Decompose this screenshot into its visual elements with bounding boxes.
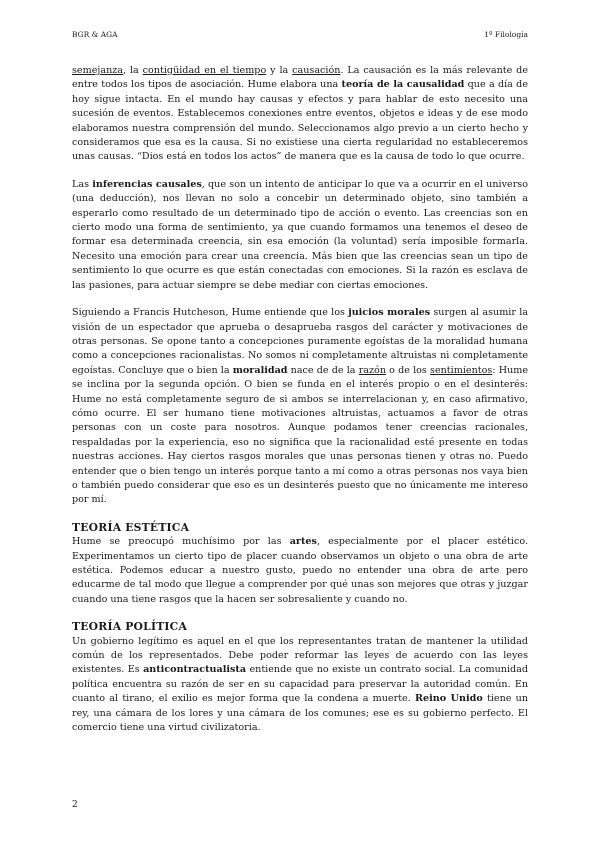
paragraph-causality: semejanza, la contigüidad en el tiempo y la causación. La causación es la más relevante de entre todos los tipos de asociación. Hume elabora una teoría de la causalidad que a día de hoy sigue intacta. En el mundo hay causas y efectos y para hablar de esto necesito una sucesión de eventos. Establecemos conexiones entre eventos, objetos e ideas y de ese modo elaboramos nuestra comprensión del mundo. Seleccionamos algo previo a un cierto hecho y consideramos que esa es la causa. Si no existiese una cierta regularidad no estableceremos unas causas. “Dios está en todos los actos” de manera que es la causa de todo lo que ocurre. <box>72 65 529 163</box>
paragraph-aesthetic: Hume se preocupó muchísimo por las artes, especialmente por el placer estético. Experimentamos un cierto tipo de placer cuando observamos un objeto o una obra de arte estética. Podemos educar a nuestro gusto, puedo no entender una obra de arte pero educarme de tal modo que llegue a comprender por qué unas son mejores que otras y juzgar cuando una tiene rasgos que la hacen ser sobresaliente y cuando no. <box>72 536 528 605</box>
page-header <box>72 30 528 39</box>
term-semejanza: semejanza <box>72 65 124 76</box>
paragraph-inferences: Las inferencias causales, que son un intento de anticipar lo que va a ocurrir en el universo (una deducción), nos llevan no solo a concebir un determinado objeto, sino también a esperarlo como resultado de un determinado tipo de acción o evento. Las creencias son en cierto modo una forma de sentimiento, ya que cuando formamos una tenemos el deseo de formar esa determinada creencia, sin esa emoción (la voluntad) sería imposible formarla. Necesito una emoción para crear una creencia. Más bien que las creencias sean un tipo de sentimiento lo que ocurre es que están conectadas con emociones. Si la razón es esclava de las pasiones, para actuar siempre se debe mediar con ciertas emociones. <box>72 178 528 291</box>
heading-aesthetic-theory: TEORÍA ESTÉTICA <box>72 520 190 534</box>
term-causacion: causación <box>292 65 341 76</box>
term-inferencias-causales: inferencias causales <box>92 178 202 190</box>
term-artes: artes <box>289 536 317 548</box>
term-reino-unido: Reino Unido <box>415 693 483 705</box>
paragraph-political: Un gobierno legítimo es aquel en el que los representantes tratan de mantener la utilidad común de los representados. Debe poder reformar las leyes de acuerdo con las leyes existentes. Es anticontractualista entiende que no existe un contrato social. La comunidad política encuentra su razón de ser en su capacidad para preservar la autoridad común. En cuanto al tirano, el exilio es mejor forma que la condena a muerte. Reino Unido tiene un rey, una cámara de los lores y una cámara de los comunes; ese es su gobierno perfecto. El comercio tiene una virtud civilizatoria. <box>72 635 529 734</box>
header-left: BGR & AGA <box>72 30 118 39</box>
header-right: 1º Filología <box>484 30 528 39</box>
heading-political-theory: TEORÍA POLÍTICA <box>72 620 188 634</box>
term-sentimientos: sentimientos <box>430 364 493 376</box>
term-anticontractualista: anticontractualista <box>143 664 247 676</box>
term-moralidad: moralidad <box>232 364 288 376</box>
paragraph-moral-judgments: Siguiendo a Francis Hutcheson, Hume entiende que los juicios morales surgen al asumir la visión de un espectador que aprueba o desaprueba rasgos del carácter y motivaciones de otras personas. Se opone tanto a concepciones puramente egoístas de la moralidad humana como a concepciones racionalistas. No somos ni completamente altruistas ni completamente egoístas. Concluye que o bien la moralidad nace de de la razón o de los sentimientos: Hume se inclina por la segunda opción. O bien se funda en el interés propio o en el desinterés: Hume no está completamente seguro de si ambos se interrelacionan y, en caso afirmativo, cómo ocurre. El ser humano tiene motivaciones altruistas, actuamos a favor de otras personas con un coste para nosotros. Aunque podamos tener creencias racionales, respaldadas por la experiencia, eso no significa que la racionalidad esté presente en todas nuestras acciones. Hay ciertos rasgos morales que unas personas tienen y otras no. Puedo entender que o bien tengo un interés porque tanto a mí como a otras personas nos vaya bien o también puedo considerar que eso es un desinterés puesto que no únicamente me intereso por mí. <box>72 307 529 506</box>
page-body <box>72 64 528 748</box>
term-teoria-causalidad: teoría de la causalidad <box>341 79 465 91</box>
page-number: 2 <box>72 800 78 810</box>
term-contiguidad: contigüidad en el tiempo <box>142 65 267 76</box>
term-razon: razón <box>358 364 387 376</box>
term-juicios-morales: juicios morales <box>348 307 431 319</box>
